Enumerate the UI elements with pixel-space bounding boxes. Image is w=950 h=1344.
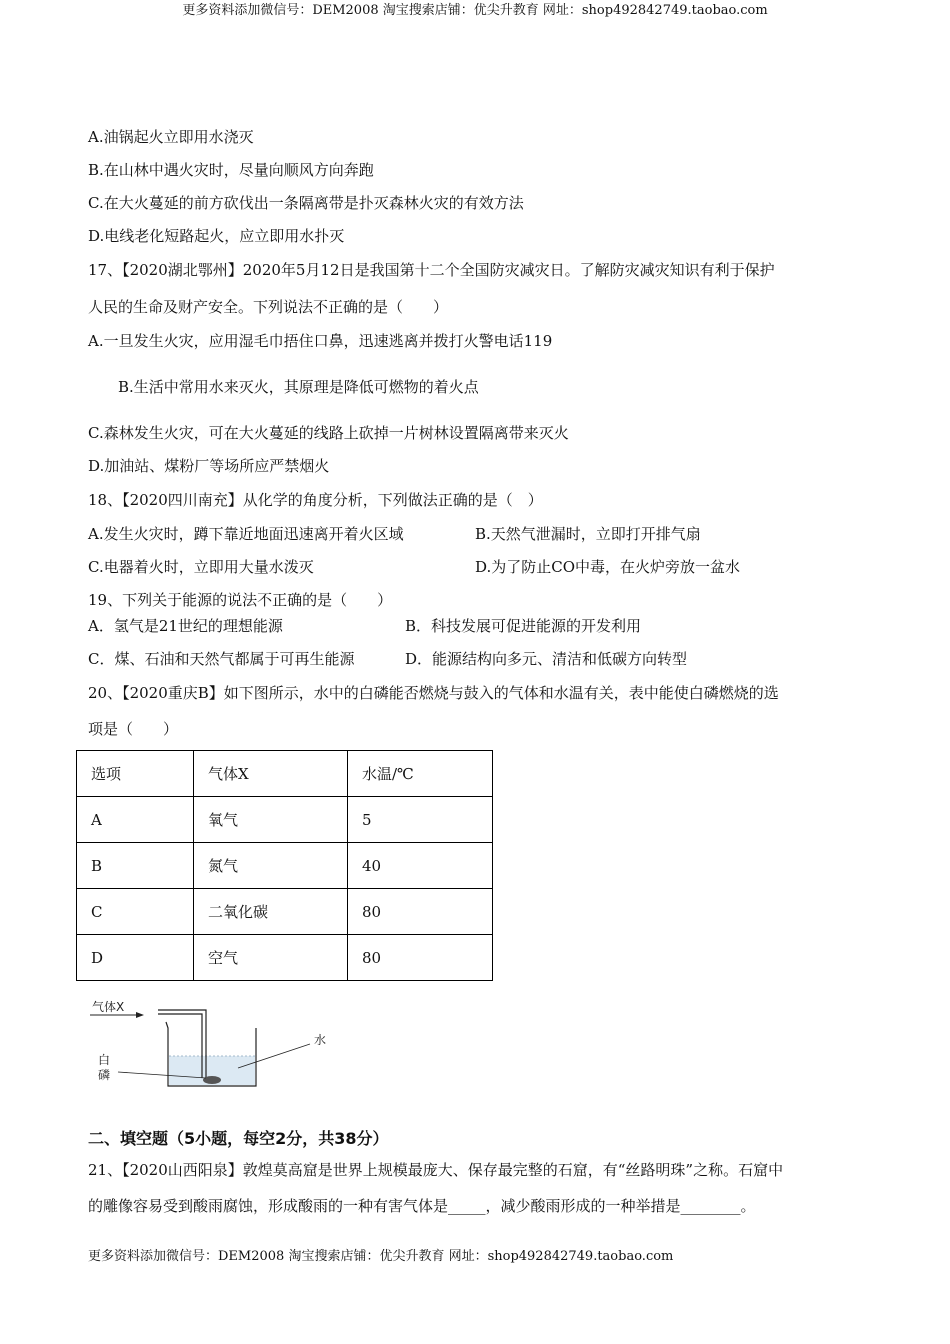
q16-option-b: B.在山林中遇火灾时，尽量向顺风方向奔跑: [88, 161, 374, 179]
white-phosphorus-apparatus-diagram: [88, 998, 348, 1090]
table-header-cell: 水温/℃: [348, 751, 493, 797]
section-title-fill-in: 二、填空题（5小题，每空2分，共38分）: [88, 1129, 389, 1148]
table-cell: A: [77, 797, 194, 843]
table-row: [77, 751, 493, 797]
phosphorus-label-1: 白: [98, 1053, 111, 1067]
phosphorus-label-2: 磷: [98, 1068, 111, 1082]
table-row: [77, 935, 493, 981]
q17-option-b: B.生活中常用水来灭火，其原理是降低可燃物的着火点: [118, 378, 479, 396]
table-cell: 空气: [194, 935, 348, 981]
q18-stem: 18、【2020四川南充】从化学的角度分析，下列做法正确的是（ ）: [88, 491, 543, 509]
white-phosphorus-piece: [203, 1076, 221, 1084]
page-header: 更多资料添加微信号：DEM2008 淘宝搜索店铺：优尖升教育 网址：shop492842749.taobao.com: [182, 3, 768, 18]
q18-option-c: C.电器着火时，立即用大量水泼灭: [88, 558, 314, 576]
q17-stem-line1: 17、【2020湖北鄂州】2020年5月12日是我国第十二个全国防灾减灾日。了解防灾减灾知识有利于保护: [88, 261, 775, 279]
q20-options-table: [76, 750, 493, 981]
gas-arrow-head: [136, 1012, 144, 1018]
q18-option-a: A.发生火灾时，蹲下靠近地面迅速离开着火区域: [88, 525, 404, 543]
table-cell: 80: [348, 889, 493, 935]
water-label: 水: [314, 1033, 327, 1047]
q17-option-a: A.一旦发生火灾，应用湿毛巾捂住口鼻，迅速逃离并拨打火警电话119: [88, 332, 553, 350]
q17-option-c: C.森林发生火灾，可在大火蔓延的线路上砍掉一片树林设置隔离带来灭火: [88, 424, 569, 442]
table-cell: 二氧化碳: [194, 889, 348, 935]
q19-option-b: B．科技发展可促进能源的开发利用: [405, 617, 642, 635]
q21-stem-line1: 21、【2020山西阳泉】敦煌莫高窟是世界上规模最庞大、保存最完整的石窟，有“丝路明珠”之称。石窟中: [88, 1161, 784, 1179]
q19-option-a: A．氢气是21世纪的理想能源: [88, 617, 283, 635]
q21-stem-line2: 的雕像容易受到酸雨腐蚀，形成酸雨的一种有害气体是_____，减少酸雨形成的一种举措是________。: [88, 1197, 756, 1215]
q19-stem: 19、下列关于能源的说法不正确的是（ ）: [88, 591, 393, 609]
table-cell: 氧气: [194, 797, 348, 843]
q17-stem-line2: 人民的生命及财产安全。下列说法不正确的是（ ）: [88, 298, 449, 316]
gas-x-label: 气体X: [92, 1000, 125, 1014]
table-cell: 5: [348, 797, 493, 843]
q20-stem-line2: 项是（ ）: [88, 720, 179, 738]
table-header-cell: 气体X: [194, 751, 348, 797]
table-cell: D: [77, 935, 194, 981]
q16-option-c: C.在大火蔓延的前方砍伐出一条隔离带是扑灭森林火灾的有效方法: [88, 194, 524, 212]
table-row: [77, 889, 493, 935]
q16-option-d: D.电线老化短路起火，应立即用水扑灭: [88, 227, 345, 245]
q18-option-b: B.天然气泄漏时，立即打开排气扇: [475, 525, 701, 543]
table-cell: B: [77, 843, 194, 889]
q19-option-c: C．煤、石油和天然气都属于可再生能源: [88, 650, 355, 668]
q16-option-a: A.油锅起火立即用水浇灭: [88, 128, 254, 146]
table-cell: 40: [348, 843, 493, 889]
table-row: [77, 843, 493, 889]
table-cell: C: [77, 889, 194, 935]
q20-stem-line1: 20、【2020重庆B】如下图所示，水中的白磷能否燃烧与鼓入的气体和水温有关，表中能使白磷燃烧的选: [88, 684, 779, 702]
page-footer: 更多资料添加微信号：DEM2008 淘宝搜索店铺：优尖升教育 网址：shop492842749.taobao.com: [88, 1249, 674, 1264]
q18-option-d: D.为了防止CO中毒，在火炉旁放一盆水: [475, 558, 741, 576]
table-cell: 氮气: [194, 843, 348, 889]
table-header-cell: 选项: [77, 751, 194, 797]
table-row: [77, 797, 493, 843]
q17-option-d: D.加油站、煤粉厂等场所应严禁烟火: [88, 457, 330, 475]
q19-option-d: D．能源结构向多元、清洁和低碳方向转型: [405, 650, 688, 668]
table-cell: 80: [348, 935, 493, 981]
